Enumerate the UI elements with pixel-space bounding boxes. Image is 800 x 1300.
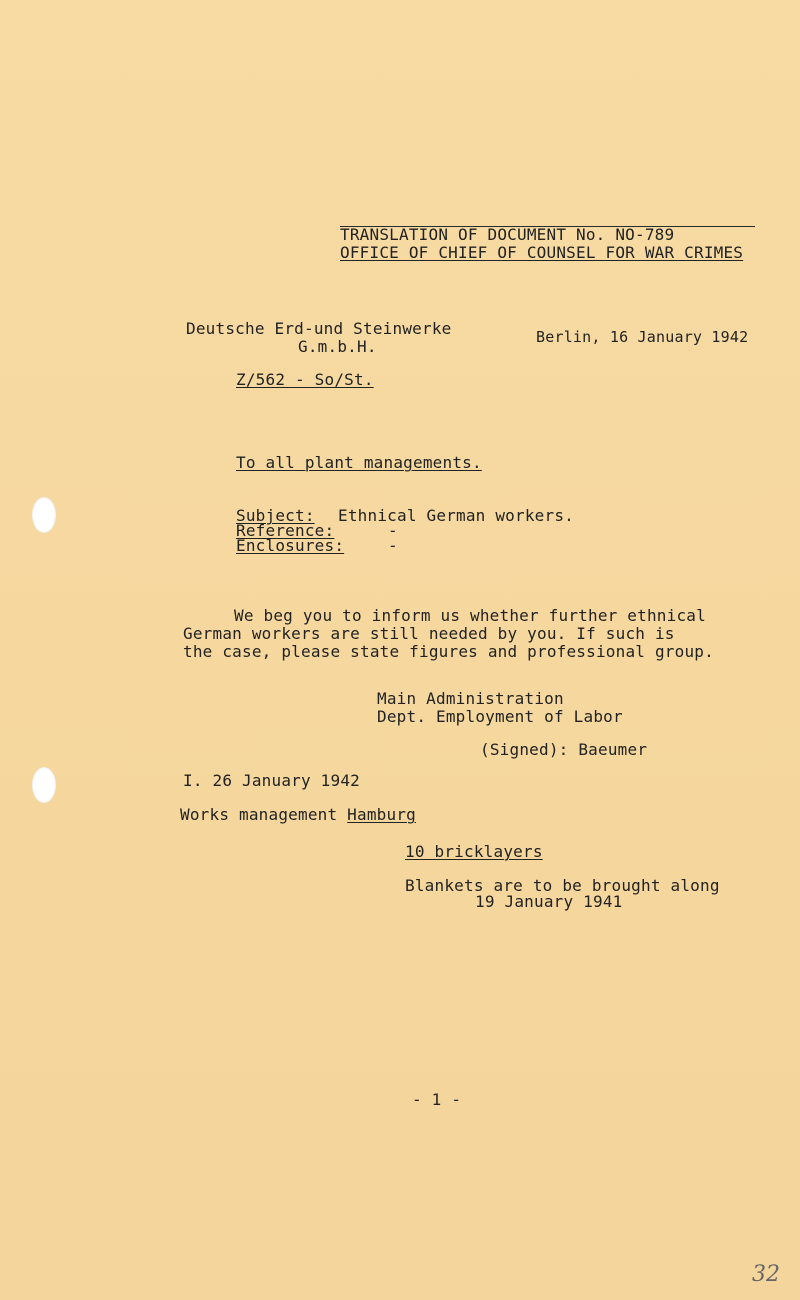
reply-note-1: Blankets are to be brought along [405,876,720,895]
handwritten-number: 32 [752,1262,780,1287]
addressee: To all plant managements. [236,453,482,472]
reply-note-2: 19 January 1941 [475,892,623,911]
reply-from-city: Hamburg [347,805,417,824]
body-line-1: We beg you to inform us whether further ethnical [234,606,706,625]
reference-label: Reference: [236,521,335,540]
signature-signed: (Signed): Baeumer [480,740,648,759]
subject-value: Ethnical German workers. [338,506,574,525]
enclosures-value: - [388,536,398,555]
signature-org-2: Dept. Employment of Labor [377,707,623,726]
company-suffix: G.m.b.H. [298,337,377,356]
document-title: TRANSLATION OF DOCUMENT No. NO-789 [340,225,675,244]
signature-org-1: Main Administration [377,689,564,708]
punch-hole-bottom [32,767,56,803]
page-number: - 1 - [412,1090,462,1109]
office-title: OFFICE OF CHIEF OF COUNSEL FOR WAR CRIMES [340,243,744,262]
place-date: Berlin, 16 January 1942 [536,328,749,346]
punch-hole-top [32,497,56,533]
reference-code: Z/562 - So/St. [236,370,374,389]
reply-date: I. 26 January 1942 [183,771,360,790]
reply-count: 10 bricklayers [405,842,543,861]
reply-from-prefix: Works management [180,805,338,824]
enclosures-label: Enclosures: [236,536,345,555]
reference-value: - [388,521,398,540]
reply-from [180,806,416,824]
subject-label: Subject: [236,506,315,525]
body-line-2: German workers are still needed by you. If such is [183,624,675,643]
company-name: Deutsche Erd-und Steinwerke [186,319,452,338]
body-line-3: the case, please state figures and professional group. [183,642,714,661]
